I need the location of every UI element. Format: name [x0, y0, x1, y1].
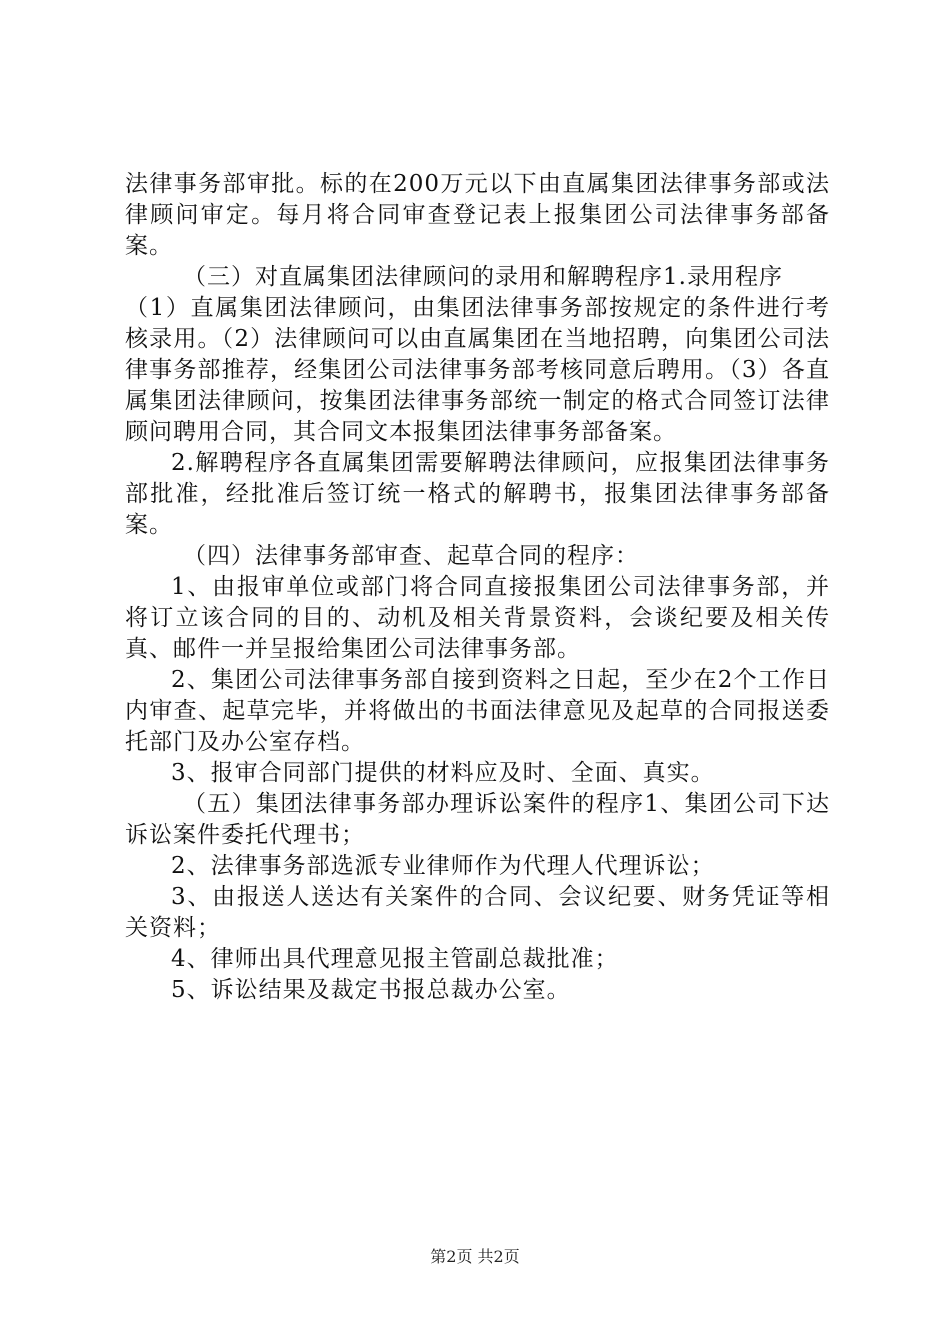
paragraph-section-5-item-5: 5、诉讼结果及裁定书报总裁办公室。 — [171, 977, 571, 1003]
paragraph-hiring-steps: （1）直属集团法律顾问，由集团法律事务部按规定的条件进行考核录用。（2）法律顾问可以由直属集团在当地招聘，向集团公司法律事务部推荐，经集团公司法律事务部考核同意后聘用。（3）各直属集团法律顾问，按集团法律事务部统一制定的格式合同签订法律顾问聘用合同，其合同文本报集团法律事务部备案。 — [125, 295, 830, 445]
paragraph-section-4-item-1: 1、由报审单位或部门将合同直接报集团公司法律事务部，并将订立该合同的目的、动机及相关背景资料，会谈纪要及相关传真、邮件一并呈报给集团公司法律事务部。 — [125, 574, 830, 662]
page-number-footer: 第2页 共2页 — [430, 1247, 520, 1266]
paragraph-section-4-item-3: 3、报审合同部门提供的材料应及时、全面、真实。 — [171, 760, 715, 786]
paragraph-section-5-item-3: 3、由报送人送达有关案件的合同、会议纪要、财务凭证等相关资料； — [125, 884, 830, 941]
paragraph-section-5-heading: （五）集团法律事务部办理诉讼案件的程序1、集团公司下达诉讼案件委托代理书； — [125, 791, 830, 848]
paragraph-section-4-item-2: 2、集团公司法律事务部自接到资料之日起，至少在2个工作日内审查、起草完毕，并将做出的书面法律意见及起草的合同报送委托部门及办公室存档。 — [125, 667, 830, 755]
paragraph-section-4-heading: （四）法律事务部审查、起草合同的程序： — [183, 543, 639, 569]
paragraph-dismissal-procedure: 2.解聘程序各直属集团需要解聘法律顾问，应报集团法律事务部批准，经批准后签订统一格式的解聘书，报集团法律事务部备案。 — [125, 450, 830, 538]
paragraph-approval-continued: 法律事务部审批。标的在200万元以下由直属集团法律事务部或法律顾问审定。每月将合同审查登记表上报集团公司法律事务部备案。 — [125, 171, 830, 259]
paragraph-section-5-item-4: 4、律师出具代理意见报主管副总裁批准； — [171, 946, 619, 972]
document-body — [125, 169, 830, 1006]
paragraph-section-3-heading: （三）对直属集团法律顾问的录用和解聘程序1.录用程序 — [183, 264, 783, 290]
paragraph-section-5-item-2: 2、法律事务部选派专业律师作为代理人代理诉讼； — [171, 853, 715, 879]
